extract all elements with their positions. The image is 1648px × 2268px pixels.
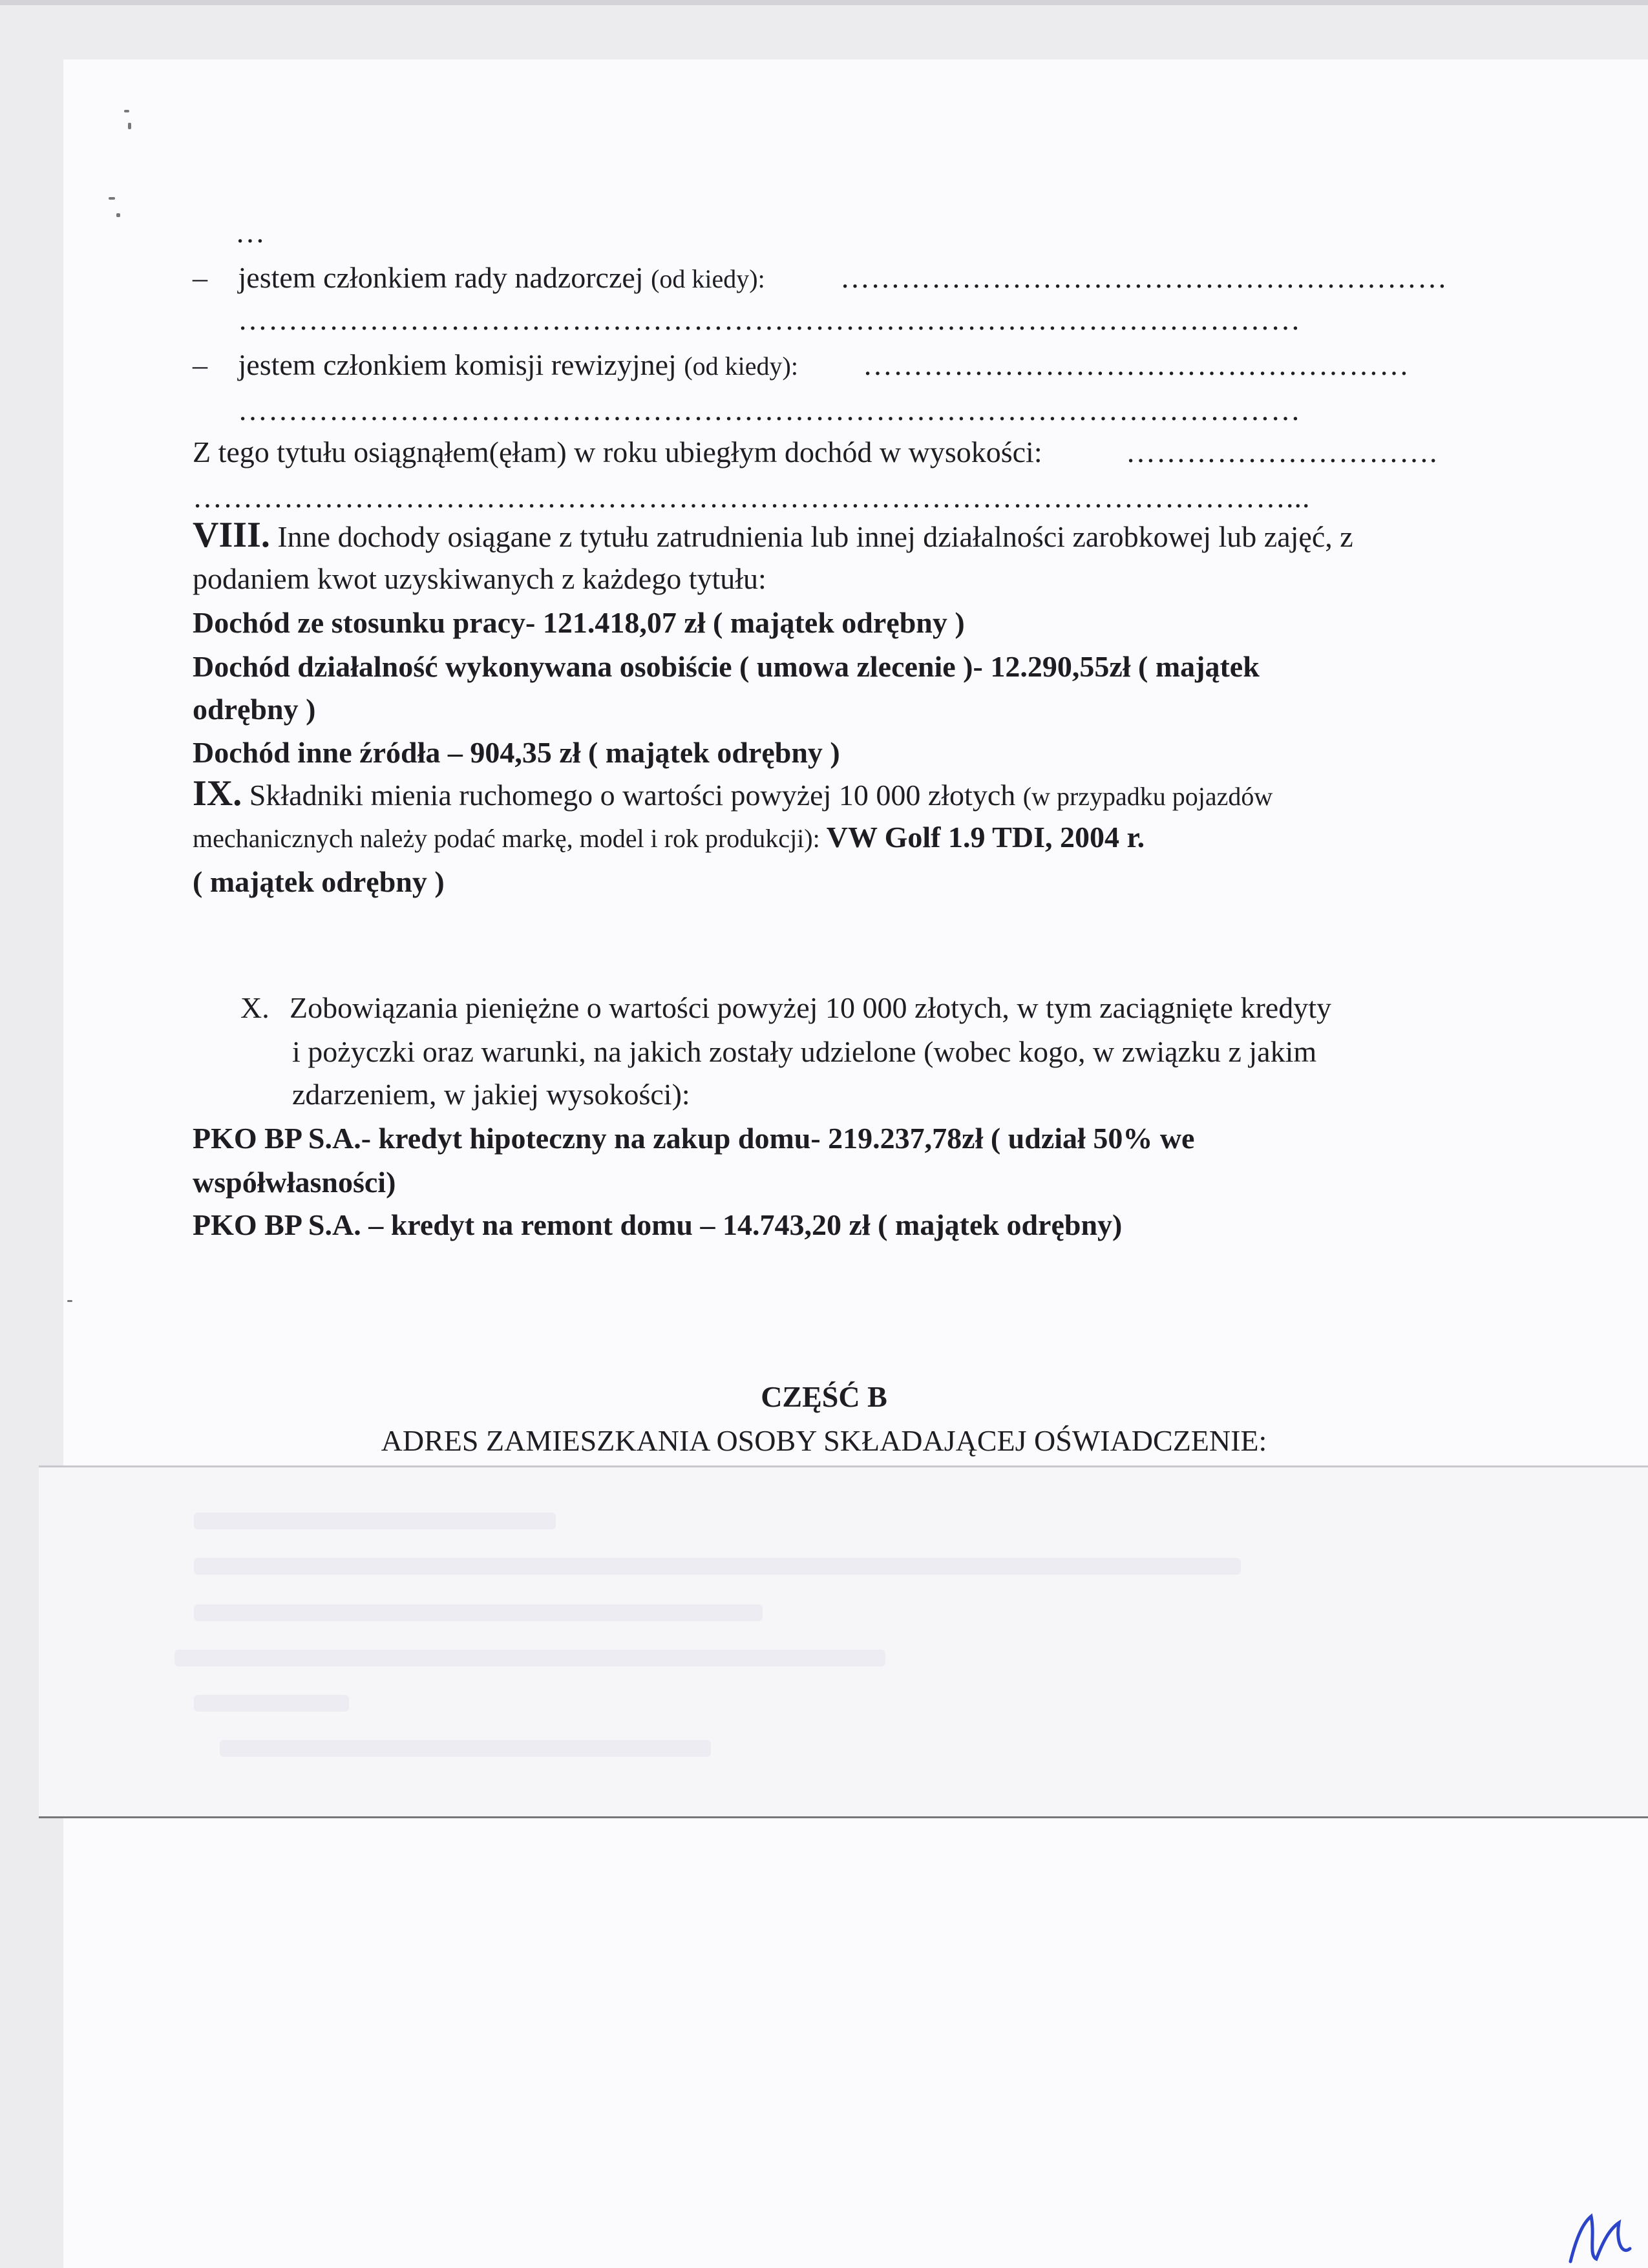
- item-note: (od kiedy):: [684, 352, 798, 381]
- section-viii-number: VIII.: [193, 515, 270, 555]
- section-x-text: Zobowiązania pieniężne o wartości powyżej 10 000 złotych, w tym zaciągnięte kredyty: [290, 991, 1331, 1024]
- section-x-text: i pożyczki oraz warunki, na jakich zostały udzielone (wobec kogo, w związku z jakim: [292, 1035, 1317, 1068]
- section-viii-answer: Dochód działalność wykonywana osobiście ( umowa zlecenie )- 12.290,55zł ( majątek: [193, 650, 1260, 683]
- fill-dots: ………………………………………………: [863, 348, 1410, 381]
- item-dash: –: [193, 348, 207, 381]
- fill-dots: ……………………………………………………: [840, 261, 1448, 294]
- illegible-text: [194, 1695, 349, 1712]
- scan-speck: [116, 213, 120, 217]
- illegible-text: [220, 1740, 711, 1757]
- section-viii-text: Inne dochody osiągane z tytułu zatrudnienia lub innej działalności zarobkowej lub zajęć, z: [269, 520, 1353, 553]
- illegible-text: [194, 1558, 1241, 1575]
- section-ix-text: Składniki mienia ruchomego o wartości powyżej 10 000 złotych: [242, 779, 1023, 812]
- illegible-text: [194, 1604, 763, 1621]
- section-x-answer: PKO BP S.A. – kredyt na remont domu – 14.743,20 zł ( majątek odrębny): [193, 1208, 1123, 1241]
- section-ix-answer: VW Golf 1.9 TDI, 2004 r.: [826, 821, 1145, 854]
- item-supervisory-board: [193, 258, 765, 299]
- section-x-text: zdarzeniem, w jakiej wysokości):: [292, 1078, 690, 1111]
- redacted-address-area: [39, 1465, 1648, 1818]
- illegible-text: [194, 1513, 556, 1529]
- section-viii-answer: odrębny ): [193, 693, 316, 726]
- section-x-answer: współwłasności): [193, 1166, 396, 1199]
- part-b-subtitle: ADRES ZAMIESZKANIA OSOBY SKŁADAJĄCEJ OŚWIADCZENIE:: [381, 1424, 1267, 1457]
- section-x-number: X.: [240, 991, 269, 1024]
- section-ix-note: (w przypadku pojazdów: [1022, 782, 1273, 811]
- section-viii-answer: Dochód inne źródła – 904,35 zł ( majątek odrębny ): [193, 736, 840, 769]
- item-text: jestem członkiem komisji rewizyjnej: [238, 348, 684, 381]
- section-ix-note: mechanicznych należy podać markę, model i rok produkcji):: [193, 824, 827, 853]
- scan-speck: [128, 123, 131, 129]
- section-ix-text-cont: [193, 818, 1145, 858]
- part-b-title: CZĘŚĆ B: [761, 1380, 887, 1413]
- section-ix-heading: [193, 774, 1273, 816]
- illegible-text: [174, 1650, 885, 1666]
- item-dash: –: [193, 261, 207, 294]
- fill-dots: ………………………….: [1126, 436, 1438, 468]
- section-x-answer: PKO BP S.A.- kredyt hipoteczny na zakup domu- 219.237,78zł ( udział 50% we: [193, 1122, 1195, 1155]
- fill-dots: ………………………………………………………………………………………………...: [193, 481, 1311, 514]
- section-viii-answer: Dochód ze stosunku pracy- 121.418,07 zł ( majątek odrębny ): [193, 606, 965, 639]
- continuation-ellipsis: …: [235, 216, 265, 249]
- scan-speck: [124, 110, 129, 112]
- scan-speck: [109, 197, 115, 200]
- item-text: jestem członkiem rady nadzorczej: [238, 261, 651, 294]
- signature-fragment: [1558, 2197, 1648, 2268]
- fill-dots: ……………………………………………………………………………………………: [238, 394, 1301, 426]
- scan-speck: [67, 1300, 72, 1302]
- section-viii-text-cont: podaniem kwot uzyskiwanych z każdego tytułu:: [193, 562, 766, 595]
- income-line: Z tego tytułu osiągnąłem(ęłam) w roku ubiegłym dochód w wysokości:: [193, 436, 1042, 468]
- section-ix-answer: ( majątek odrębny ): [193, 865, 445, 898]
- scan-top-edge: [0, 0, 1648, 5]
- fill-dots: ……………………………………………………………………………………………: [238, 303, 1301, 336]
- section-ix-number: IX.: [193, 773, 242, 814]
- section-viii-heading: [193, 516, 1353, 556]
- item-note: (od kiedy):: [651, 264, 765, 293]
- item-audit-committee: [193, 346, 798, 386]
